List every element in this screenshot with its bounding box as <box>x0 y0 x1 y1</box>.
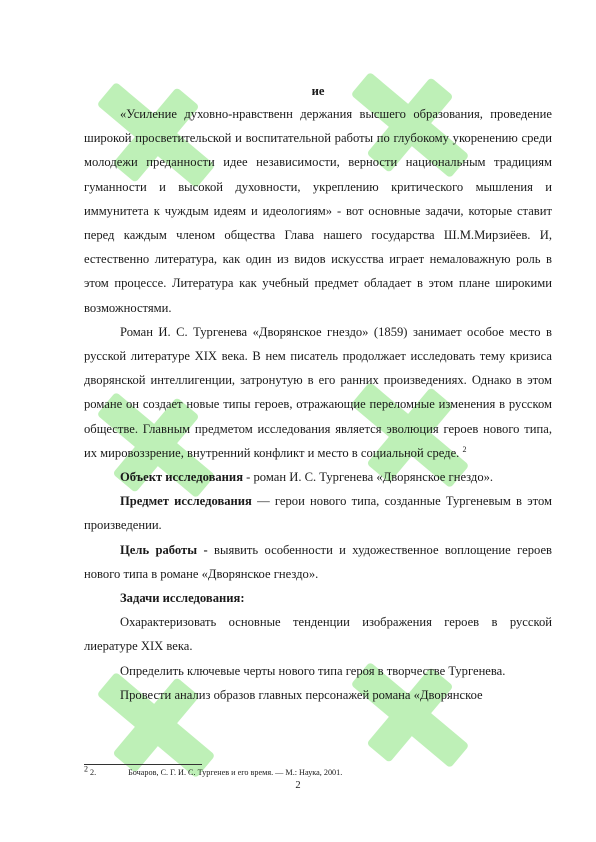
paragraph-task-3 <box>84 683 552 707</box>
paragraph-text: Роман И. С. Тургенева «Дворянское гнездо» (1859) занимает особое место в русской литературе XIX века. В нем писатель продолжает исследовать тему кризиса дворянской интеллигенции, затронутую в его ранних произведениях. Однако в этом романе он создает новые типы героев, отражающие переломные изменения в русском обществе. Главным предметом исследования является эволюция героев нового типа, их мировоззрение, внутренний конфликт и место в социальной среде. <box>84 324 552 460</box>
term-label: Цель работы - <box>120 542 208 557</box>
paragraph-text: «Усиление духовно-нравственн держания высшего образования, проведение широкой просветительской и воспитательной работы по глубокому укоренению среди молодежи преданности идее независимости, верности национальным традициям гуманности и высокой духовности, укреплению критического мышления и иммунитета к чуждым идеям и идеологиям» - вот основные задачи, которые ставит перед каждым членом общества Глава нашего государства Ш.М.Мирзиёев. И, естественно литература, как один из видов искусства играет немаловажную роль в этом процессе. Литература как учебный предмет обладает в этом плане широкими возможностями. <box>84 107 552 315</box>
paragraph-text: Определить ключевые черты нового типа героя в творчестве Тургенева. <box>120 663 506 678</box>
footnote-number: 2 <box>84 764 88 774</box>
footnote-reference[interactable]: 2 <box>462 444 467 454</box>
paragraph-text: выявить особенности и художественное воплощение героев нового типа в романе «Дворянское гнездо». <box>84 542 552 581</box>
page-number: 2 <box>295 780 301 791</box>
term-label: Предмет исследования <box>120 494 252 509</box>
paragraph-task-2 <box>84 659 552 683</box>
footnote <box>84 764 552 778</box>
term-label: Объект исследования <box>120 470 244 485</box>
paragraph-text: Охарактеризовать основные тенденции изображения героев в русской лиературе XIX века. <box>84 615 552 654</box>
footnote-text: Бочаров, С. Г. И. С. Тургенев и его время. — М.: Наука, 2001. <box>128 768 343 777</box>
paragraph-text: Провести анализ образов главных персонажей романа «Дворянское <box>120 687 483 702</box>
footnote-separator <box>84 764 202 765</box>
paragraph-tasks-heading <box>84 586 552 610</box>
document-body <box>84 84 552 707</box>
paragraph-subject <box>84 489 552 537</box>
paragraph-novel <box>84 320 552 465</box>
section-heading: ие <box>311 84 325 98</box>
paragraph-text: - роман И. С. Тургенева «Дворянское гнездо». <box>243 470 494 485</box>
paragraph-object <box>84 465 552 489</box>
paragraph-intro <box>84 102 552 320</box>
paragraph-task-1 <box>84 610 552 658</box>
paragraph-text: — герои нового типа, созданные Тургеневым в этом произведении. <box>84 494 552 533</box>
paragraph-goal <box>84 538 552 586</box>
footnote-marker: 2. <box>90 768 97 777</box>
term-label: Задачи исследования: <box>120 591 245 606</box>
